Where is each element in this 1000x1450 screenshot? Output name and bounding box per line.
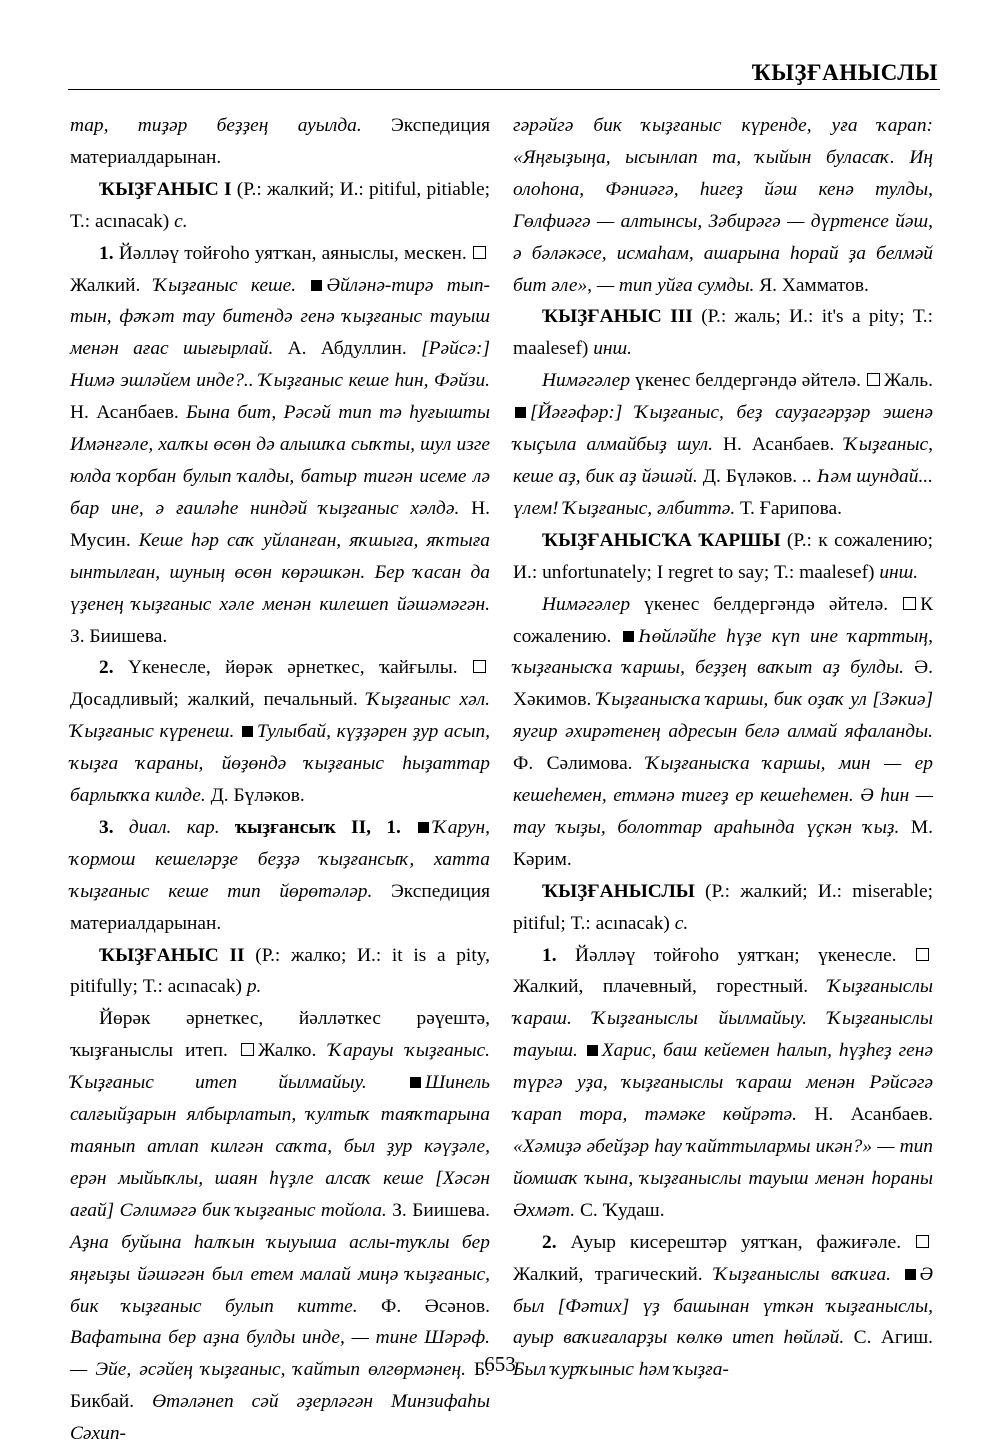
text-run: Үкенесле, йөрәк әрнеткес, ҡайғылы. (113, 657, 472, 679)
text-run: (Р.: к сожалению; И.: unfortunately; I regret to say; Т.: maalesef) (513, 529, 934, 583)
translation-marker-icon (867, 373, 880, 386)
italic-text: Кеше һәр саҡ уйланған, яҡшыға, яҡтыға ынтылған, шуның өсөн көрәшкән. Бер ҡасан да үҙенең ҡыҙғаныс хәле менән килешеп йәшәмәгән. (70, 529, 491, 615)
italic-text: р. (246, 976, 262, 998)
text-run: Д. Бүләков. (697, 465, 803, 487)
italic-text: Әйләнә-тирә тып-тын, фәҡәт тау битендә генә ҡыҙғаныс тауыш менән ағас шығырлай. (70, 274, 490, 360)
translation-marker-icon (241, 1043, 254, 1056)
italic-text: [Рәйсә:] Нимә эшләйем инде?.. Ҡыҙғаныс кеше һин, Фәйзи. (70, 338, 490, 392)
entry-paragraph (513, 301, 933, 365)
italic-text: Ҡыҙғанысҡа ҡаршы, мин — ер кешеһемен, етмәнә тигеҙ ер кешеһемен. Ә һин — тау ҡыҙы, болоттар араһында үҫкән ҡыҙ. (513, 753, 933, 838)
header-rule (68, 89, 940, 90)
headword: 2. (99, 657, 114, 679)
text-run: С. Агиш. (844, 1327, 933, 1349)
text-run: үкенес белдергәндә әйтелә. (630, 370, 866, 392)
italic-text: Ә был [Фәтих] үҙ башынан үткән ҡыҙғаныслы, ауыр ваҡиғаларҙы көлкө итеп һөйләй. (513, 1263, 933, 1349)
entry-paragraph (70, 812, 490, 940)
text-run: Экспедиция материалдарынан. (70, 880, 490, 934)
italic-text: диал. кар. (128, 816, 220, 838)
italic-text: тар, тиҙәр беҙҙең ауылда. (70, 115, 362, 136)
italic-text: Бына бит, Рәсәй тип тә һуғышты Имәнғәле, халҡы өсөн дә алышҡа сыҡты, шул изге юлда ҡорбан булып ҡалды, батыр тигән исеме лә бар ине, ә ғаиләһе ниндәй ҡыҙғаныс хәлдә. (70, 402, 490, 519)
text-run: Ф. Әсәнов. (357, 1295, 490, 1317)
entry-paragraph (513, 525, 933, 589)
text-run: (Р.: жалкий; И.: miserable; pitiful; Т.: acınacak) (513, 880, 933, 934)
headword: ҠЫҘҒАНЫС III (542, 306, 693, 328)
example-marker-icon (311, 280, 322, 291)
text-run: (Р.: жаль; И.: it's a pity; Т.: maalesef) (513, 306, 934, 360)
text-run: Экспедиция материалдарынан. (70, 115, 490, 168)
italic-text: с. (174, 210, 188, 232)
text-run (296, 275, 309, 296)
text-run: С. Ҡудаш. (575, 1199, 665, 1221)
text-run: Н. Мусин. (70, 497, 490, 551)
entry-paragraph (70, 652, 490, 812)
text-run: З. Биишева. (386, 1199, 490, 1221)
headword: ҠЫҘҒАНЫСҠА ҠАРШЫ (542, 529, 781, 551)
text-run: Йәлләү тойғоһо уятҡан; үкенесле. (556, 944, 915, 966)
text-run: Досадливый; жалкий, печальный. (70, 689, 367, 711)
right-column (513, 110, 933, 1386)
entry-paragraph (70, 174, 490, 238)
translation-marker-icon (903, 597, 916, 610)
example-marker-icon (515, 407, 526, 418)
italic-text: Ҡыҙғаныс хәл. Ҡыҙғаныс күренеш. (70, 689, 490, 743)
entry-paragraph (70, 110, 490, 174)
italic-text: Нимәгәлер (542, 370, 631, 392)
text-run: Д. Бүләков. (205, 785, 305, 807)
italic-text: инш. (593, 338, 633, 360)
text-run: (Р.: жалкий; И.: pitiful, pitiable; Т.: acınacak) (70, 178, 490, 232)
entry-paragraph (513, 940, 933, 1227)
text-run: Б. Бикбай. (70, 1359, 490, 1413)
italic-text: Ҡыҙғаныслы ваҡиға. (714, 1263, 892, 1285)
italic-text: Ҡыҙғанысҡа ҡаршы, бик оҙаҡ ул [Зәкиә] яугир әхирәтенең адресын белә алмай яфаланды. (513, 689, 933, 743)
italic-text: Был ҡурҡыныс һәм ҡыҙға- (513, 1359, 729, 1381)
translation-marker-icon (916, 948, 929, 961)
text-run (234, 721, 240, 742)
headword: ҡыҙғансыҡ II, 1. (234, 816, 401, 838)
text-run: К сожалению. (513, 593, 933, 647)
entry-paragraph (70, 940, 490, 1004)
italic-text: Ҡыҙғаныс кеше. (153, 274, 297, 296)
running-head: ҠЫҘҒАНЫСЛЫ (751, 60, 938, 85)
text-run (891, 1264, 902, 1285)
entry-paragraph (513, 365, 933, 525)
entry-paragraph (70, 1003, 490, 1450)
text-run: Н. Асанбаев. (797, 1104, 933, 1126)
headword: ҠЫҘҒАНЫС I (99, 178, 232, 200)
text-run: үкенес белдергәндә әйтелә. (630, 593, 903, 615)
italic-text: Харис, баш кейемен һалып, һүҙһеҙ генә түргә уҙа, ҡыҙғаныслы ҡараш менән Рәйсәгә ҡарап тора, тәмәке көйрәтә. (513, 1040, 934, 1126)
text-run: Жаль. (883, 370, 933, 392)
italic-text: Һөйләйһе һүҙе күп ине ҡарттың, ҡыҙғанысҡа ҡаршы, беҙҙең ваҡыт аҙ булды. (513, 625, 933, 679)
italic-text: инш. (879, 561, 919, 583)
italic-text: Ҡарун, ҡормош кешеләрҙе беҙҙә ҡыҙғансыҡ, хатта ҡыҙғаныс кеше тип йөрөтәләр. (70, 816, 490, 902)
headword: 2. (542, 1231, 557, 1253)
italic-text: Тулыбай, күҙҙәрен ҙур асып, ҡыҙға ҡараны, йөҙөндә ҡыҙғаныс һыҙаттар барлыҡҡа килде. (70, 721, 490, 807)
italic-text: Ҡыҙғаныс, кеше аҙ, бик аҙ йәшәй. (513, 434, 933, 487)
example-marker-icon (410, 1077, 421, 1088)
headword: 1. (542, 944, 557, 966)
italic-text: гәрәйгә бик ҡыҙғаныс күренде, уға ҡарап: «Яңғыҙыңа, ысынлап та, ҡыйын буласаҡ. Иң олоһона, Фәниәгә, һигеҙ йәш кенә тулды, Гөлфиәгә — алтынсы, Зәбирәгә — дүртенсе йәш, ә бәләкәсе, исмаһам, ашарына һорай ҙа белмәй бит әле», — тип уйға сумды. (513, 115, 933, 296)
text-run: Жалкий. (70, 274, 154, 296)
italic-text: Шинель салғыйҙарын ялбырлатып, ҡултыҡ таяҡтарына таянып атлап килгән саҡта, был ҙур кәүҙәле, ерән мыйыҡлы, шаян һүҙле алсаҡ кеше [Хәсән ағай] Сәлимәгә бик ҡыҙғаныс тойола. (70, 1072, 490, 1221)
italic-text: Ҡыҙғаныслы ҡараш. Ҡыҙғаныслы йылмайыу. Ҡыҙғаныслы тауыш. (513, 976, 933, 1062)
example-marker-icon (905, 1269, 916, 1280)
text-run: Т. Ғарипова. (735, 497, 842, 519)
text-run (367, 1072, 408, 1093)
headword: ҠЫҘҒАНЫС II (99, 944, 245, 966)
italic-text: Ҡарауы ҡыҙғаныс. Ҡыҙғаныс итеп йылмайыу. (70, 1040, 490, 1094)
text-run (578, 1040, 585, 1061)
text-run: Н. Асанбаев. (712, 434, 845, 456)
italic-text: Вафатына бер аҙна булды инде, — тине Шәрәф. — Эйе, әсәйең ҡыҙғаныс, ҡайтып өлгөрмәнең. (70, 1327, 490, 1381)
headword: 1. (99, 242, 114, 264)
text-run: Ә. Хәкимов. (513, 657, 934, 711)
text-run: Жалко. (257, 1040, 329, 1062)
example-marker-icon (242, 726, 253, 737)
text-run: А. Абдуллин. (273, 338, 422, 360)
example-marker-icon (623, 631, 634, 642)
text-run: Йәлләү тойғоһо уятҡан, аяныслы, мескен. (113, 242, 472, 264)
text-run: (Р.: жалко; И.: it is a pity, pitifully; Т.: acınacak) (70, 944, 490, 998)
text-run: Йөрәк әрнеткес, йәлләткес рәүештә, ҡыҙғаныслы итеп. (70, 1008, 490, 1062)
text-run (220, 817, 235, 838)
italic-text: с. (674, 912, 689, 934)
entry-paragraph (70, 238, 490, 653)
text-run: М. Кәрим. (513, 816, 933, 870)
italic-text: Аҙна буйына һалҡын ҡыуыша аслы-туҡлы бер яңғыҙы йәшәгән был етем малай миңә ҡыҙғаныс, бик ҡыҙғаныс булып китте. (70, 1231, 490, 1317)
text-run: Я. Хамматов. (754, 274, 869, 296)
translation-marker-icon (916, 1235, 929, 1248)
italic-text: Нимәгәлер (542, 593, 631, 615)
text-run (114, 817, 129, 838)
example-marker-icon (587, 1045, 598, 1056)
italic-text: .. Һәм шундай... үлем! Ҡыҙғаныс, әлбиттә. (513, 465, 933, 519)
entry-paragraph (513, 110, 933, 301)
entry-paragraph (513, 876, 933, 940)
translation-marker-icon (473, 246, 486, 259)
text-run: Ф. Сәлимова. (513, 753, 646, 775)
example-marker-icon (418, 822, 429, 833)
text-run: Жалкий, плачевный, горестный. (513, 976, 828, 998)
translation-marker-icon (473, 660, 486, 673)
text-run: З. Биишева. (70, 625, 168, 647)
text-run: Ауыр кисерештәр уятҡан, фажиғәле. (556, 1231, 915, 1253)
italic-text: «Хәмиҙә әбейҙәр һау ҡайттылармы икән?» — тип йомшаҡ ҡына, ҡыҙғаныслы тауыш менән һораны Әхмәт. (513, 1136, 933, 1221)
text-run: Н. Асанбаев. (70, 402, 187, 424)
page-number: 653 (484, 1352, 516, 1376)
text-run (401, 817, 416, 838)
italic-text: [Йәғәфәр:] Ҡыҙғаныс, беҙ сауҙагәрҙәр эшенә ҡыҫыла алмайбыҙ шул. (513, 402, 933, 456)
headword: 3. (99, 816, 114, 838)
entry-paragraph (513, 589, 933, 876)
italic-text: Өтәләнеп сәй әҙерләгән Минзифаһы Сәхип- (70, 1391, 491, 1445)
headword: ҠЫҘҒАНЫСЛЫ (542, 880, 695, 902)
text-run: Жалкий, трагический. (513, 1263, 715, 1285)
left-column (70, 110, 490, 1450)
